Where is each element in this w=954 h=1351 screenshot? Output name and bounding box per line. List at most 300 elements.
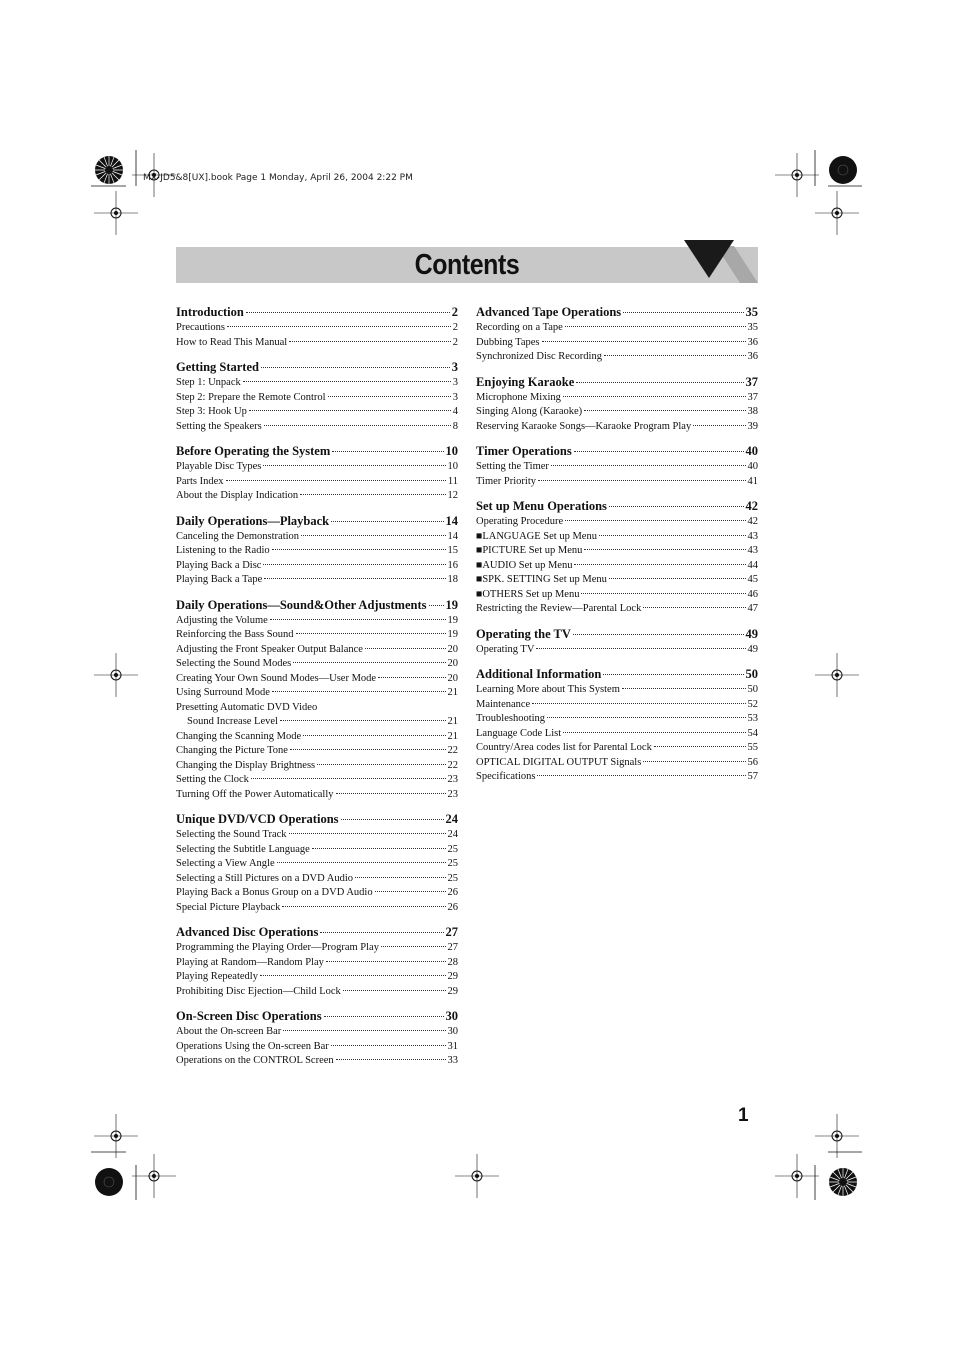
toc-entry-label: Changing the Picture Tone [176,745,288,756]
toc-entry-label: Operations on the CONTROL Screen [176,1055,334,1066]
leader-dots [355,877,445,878]
toc-entry-label: Language Code List [476,727,562,739]
toc-entry[interactable] [476,559,758,574]
toc-section-title: Timer Operations [476,444,572,458]
toc-entry-page: 14 [447,530,458,542]
leader-dots [326,961,446,962]
leader-dots [303,735,445,736]
toc-section-title: Unique DVD/VCD Operations [176,812,339,826]
toc-entry-page: 35 [747,322,758,333]
toc-entry-page: 57 [747,771,758,782]
contents-title-bar [176,247,758,283]
toc-entry-label: Setting the Speakers [176,420,262,432]
toc-entry-label: Using Surround Mode [176,687,270,698]
toc-entry-label: Playable Disc Types [176,461,262,472]
toc-entry-label: Maintenance [476,698,531,710]
leader-dots [622,688,746,689]
toc-entry-label: Precautions [176,322,225,333]
leader-dots [565,520,745,521]
toc-entry-page: 43 [747,530,758,542]
toc-entry-page: 4 [452,406,458,417]
toc-entry[interactable] [176,475,458,490]
toc-entry-page: 15 [447,545,458,556]
toc-entry[interactable] [176,701,458,716]
toc-entry[interactable] [176,1025,458,1040]
toc-entry-page: 55 [747,742,758,753]
toc-entry-page: 24 [447,829,458,840]
toc-entry[interactable] [476,530,758,545]
toc-section [176,512,458,588]
toc-section-title: Daily Operations—Playback [176,513,330,528]
toc-entry-label: Learning More about This System [476,684,620,695]
leader-dots [375,891,446,892]
toc-entry-label: Troubleshooting [476,713,546,724]
toc-entry[interactable] [176,744,458,759]
leader-dots [226,480,446,481]
toc-entry-label: Prohibiting Disc Ejection—Child Lock [176,985,341,997]
toc-entry-page: 46 [747,588,758,600]
toc-entry[interactable] [476,643,758,658]
leader-dots [289,833,446,834]
toc-entry-page: 12 [447,490,458,501]
leader-dots [623,312,743,313]
toc-entry[interactable] [176,970,458,985]
toc-entry[interactable] [176,573,458,588]
toc-entry[interactable] [176,941,458,956]
toc-entry[interactable] [176,1054,458,1069]
toc-section-heading[interactable] [176,596,458,614]
toc-section-heading[interactable] [476,665,758,683]
toc-entry-page: 26 [447,887,458,898]
leader-dots [563,732,745,733]
toc-entry-label: Operations Using the On-screen Bar [176,1040,329,1052]
toc-section-page: 19 [445,597,458,612]
toc-entry-page: 50 [747,684,758,695]
leader-dots [317,764,445,765]
toc-entry-label: Playing Repeatedly [176,971,258,982]
leader-dots [312,848,446,849]
toc-entry-page: 3 [452,391,458,403]
toc-entry-label: Selecting the Sound Track [176,829,287,840]
leader-dots [693,425,745,426]
toc-entry[interactable] [176,614,458,629]
toc-entry[interactable] [176,901,458,916]
toc-section-page: 50 [745,667,758,681]
toc-section [176,810,458,915]
leader-dots [576,382,743,383]
toc-entry-label: Parts Index [176,475,224,487]
toc-section [176,596,458,803]
toc-section [176,303,458,350]
toc-section-page: 37 [745,374,758,389]
leader-dots [227,326,451,327]
leader-dots [328,396,451,397]
leader-dots [272,549,446,550]
leader-dots [565,326,746,327]
toc-entry-page: 37 [747,391,758,403]
toc-right-column [476,303,758,793]
toc-section-page: 27 [445,925,458,939]
toc-entry[interactable] [476,727,758,742]
toc-entry[interactable] [476,741,758,756]
toc-entry-label: OPTICAL DIGITAL OUTPUT Signals [476,756,642,768]
toc-section-heading[interactable] [476,373,758,391]
toc-section-heading[interactable] [176,1007,458,1025]
toc-entry[interactable] [176,956,458,971]
leader-dots [343,990,446,991]
leader-dots [574,451,744,452]
leader-dots [270,619,446,620]
leader-dots [283,1030,445,1031]
toc-entry-label: Adjusting the Front Speaker Output Balance [176,643,363,655]
toc-entry-page: 41 [747,475,758,487]
toc-entry[interactable] [176,544,458,559]
toc-entry-label: Dubbing Tapes [476,336,540,348]
toc-section-page: 40 [745,444,758,458]
leader-dots [643,607,745,608]
toc-entry-page: 20 [447,643,458,655]
toc-left-column [176,303,458,1077]
toc-entry[interactable] [476,683,758,698]
leader-dots [609,506,744,507]
toc-entry[interactable] [176,391,458,406]
toc-entry-page: 2 [452,336,458,348]
leader-dots [331,521,443,522]
toc-entry-label: ■OTHERS Set up Menu [476,588,580,600]
toc-entry[interactable] [176,559,458,574]
toc-section-heading[interactable] [176,303,458,321]
toc-entry[interactable] [176,857,458,872]
toc-entry[interactable] [476,698,758,713]
toc-entry-page: 29 [447,971,458,982]
toc-entry-label: Timer Priority [476,475,536,487]
leader-dots [260,975,446,976]
leader-dots [584,410,745,411]
leader-dots [290,749,446,750]
toc-entry[interactable] [476,475,758,490]
toc-entry-page: 18 [447,574,458,585]
leader-dots [643,761,745,762]
toc-section-title: Introduction [176,305,244,319]
toc-entry[interactable] [176,985,458,1000]
toc-section-heading[interactable] [476,442,758,460]
leader-dots [249,410,451,411]
toc-section-heading[interactable] [476,625,758,643]
toc-entry[interactable] [476,515,758,530]
toc-entry-label: Setting the Timer [476,461,549,472]
page-title: Contents [414,249,520,281]
toc-entry-page: 39 [747,420,758,432]
toc-entry-page: 20 [447,658,458,669]
toc-entry-label: Playing Back a Disc [176,559,262,571]
toc-entry[interactable] [176,773,458,788]
toc-entry[interactable] [176,686,458,701]
toc-entry-page: 22 [447,759,458,771]
toc-entry[interactable] [476,544,758,559]
leader-dots [603,674,743,675]
toc-entry-label: Selecting a Still Pictures on a DVD Audio [176,872,354,884]
leader-dots [293,662,445,663]
leader-dots [332,451,443,452]
toc-entry-label: Changing the Display Brightness [176,759,316,771]
toc-entry[interactable] [176,759,458,774]
toc-entry[interactable] [176,376,458,391]
toc-entry-page: 53 [747,713,758,724]
toc-section-page: 35 [745,305,758,319]
toc-entry-label: Step 3: Hook Up [176,406,247,417]
toc-entry-label: Reserving Karaoke Songs—Karaoke Program Play [476,420,692,432]
toc-entry-page: 22 [447,745,458,756]
toc-entry[interactable] [176,460,458,475]
toc-entry-label: ■AUDIO Set up Menu [476,559,573,571]
toc-entry-label: Programming the Playing Order—Program Play [176,942,379,953]
toc-entry-page: 47 [747,603,758,614]
toc-entry-page: 23 [447,774,458,785]
toc-section-title: On-Screen Disc Operations [176,1009,322,1023]
leader-dots [264,578,445,579]
toc-entry-page: 19 [447,614,458,626]
toc-entry-label: Singing Along (Karaoke) [476,406,583,417]
leader-dots [336,793,446,794]
toc-section-heading[interactable] [176,358,458,376]
toc-section-heading[interactable] [476,497,758,515]
leader-dots [378,677,445,678]
leader-dots [289,341,451,342]
toc-section-title: Daily Operations—Sound&Other Adjustments [176,597,427,612]
toc-entry-label: About the On-screen Bar [176,1026,282,1037]
toc-section [476,665,758,785]
toc-entry-page: 26 [447,901,458,913]
toc-section-page: 2 [451,305,458,319]
toc-section [476,373,758,435]
toc-entry-page: 36 [747,336,758,348]
leader-dots [280,720,446,721]
toc-entry-label: Adjusting the Volume [176,614,268,626]
toc-entry-page: 45 [747,574,758,585]
toc-entry-page: 30 [447,1026,458,1037]
leader-dots [301,535,445,536]
toc-entry-page: 28 [447,956,458,968]
toc-section-page: 30 [445,1009,458,1023]
page-number: 1 [738,1105,749,1126]
toc-entry[interactable] [476,712,758,727]
toc-section-page: 42 [745,499,758,513]
leader-dots [264,425,451,426]
toc-entry[interactable] [176,643,458,658]
toc-entry-label: ■SPK. SETTING Set up Menu [476,574,607,585]
toc-entry[interactable] [476,602,758,617]
toc-entry-label: Selecting the Sound Modes [176,658,292,669]
toc-entry-label: Operating TV [476,643,535,655]
leader-dots [331,1045,446,1046]
toc-entry-page: 3 [452,377,458,388]
toc-entry[interactable] [176,628,458,643]
toc-entry-label: Synchronized Disc Recording [476,351,602,362]
toc-entry-label: Sound Increase Level [187,716,278,727]
toc-entry-label: ■PICTURE Set up Menu [476,545,583,556]
toc-section-heading[interactable] [476,303,758,321]
toc-section [476,303,758,365]
toc-entry[interactable] [176,828,458,843]
toc-entry-page: 54 [747,727,758,739]
toc-entry[interactable] [176,715,458,730]
leader-dots [251,778,446,779]
toc-section-title: Getting Started [176,360,259,374]
toc-entry-page: 36 [747,351,758,362]
toc-entry-label: Reinforcing the Bass Sound [176,629,294,640]
toc-section-title: Advanced Disc Operations [176,925,319,939]
toc-entry-label: ■LANGUAGE Set up Menu [476,530,597,542]
toc-section-heading[interactable] [176,512,458,530]
leader-dots [574,564,745,565]
toc-section [176,442,458,504]
toc-section-page: 10 [445,444,458,458]
toc-entry-label: Turning Off the Power Automatically [176,788,334,800]
toc-entry-label: Canceling the Demonstration [176,530,300,542]
toc-entry-page: 43 [747,545,758,556]
toc-entry-label: Creating Your Own Sound Modes—User Mode [176,672,377,684]
toc-section-title: Operating the TV [476,626,571,641]
toc-entry[interactable] [176,321,458,336]
leader-dots [604,355,746,356]
toc-entry[interactable] [176,1040,458,1055]
leader-dots [277,862,446,863]
toc-entry-page: 44 [747,559,758,571]
toc-entry-label: Specifications [476,771,536,782]
toc-entry[interactable] [476,321,758,336]
leader-dots [320,932,443,933]
toc-entry[interactable] [476,460,758,475]
leader-dots [547,717,745,718]
toc-entry-label: How to Read This Manual [176,336,288,348]
toc-entry-label: Playing Back a Tape [176,574,263,585]
leader-dots [609,578,746,579]
toc-entry-page: 31 [447,1040,458,1052]
toc-entry-page: 25 [447,872,458,884]
toc-entry[interactable] [176,530,458,545]
toc-entry-label: Playing at Random—Random Play [176,956,324,968]
toc-entry-label: Presetting Automatic DVD Video [176,701,318,713]
toc-section-heading[interactable] [176,442,458,460]
toc-entry-label: Special Picture Playback [176,901,281,913]
toc-entry-page: 21 [447,687,458,698]
toc-entry-label: Restricting the Review—Parental Lock [476,603,642,614]
toc-entry-page: 23 [447,788,458,800]
leader-dots [243,381,451,382]
toc-entry[interactable] [476,405,758,420]
toc-entry[interactable] [476,350,758,365]
toc-section [176,1007,458,1069]
toc-entry-page: 33 [447,1055,458,1066]
toc-entry-label: About the Display Indication [176,490,299,501]
toc-entry[interactable] [176,420,458,435]
toc-entry-label: Playing Back a Bonus Group on a DVD Audio [176,887,373,898]
leader-dots [282,906,445,907]
toc-entry-page: 56 [747,756,758,768]
leader-dots [263,465,445,466]
toc-section-page: 3 [451,360,458,374]
toc-entry[interactable] [176,405,458,420]
toc-entry[interactable] [476,336,758,351]
toc-entry-page: 8 [452,420,458,432]
toc-entry[interactable] [476,573,758,588]
toc-entry-page: 2 [452,322,458,333]
leader-dots [537,775,745,776]
toc-section-title: Advanced Tape Operations [476,305,622,319]
toc-entry-page: 21 [447,730,458,742]
toc-entry[interactable] [476,770,758,785]
toc-section-title: Enjoying Karaoke [476,374,575,389]
toc-section-page: 24 [445,812,458,826]
toc-section [176,923,458,999]
leader-dots [365,648,446,649]
toc-entry[interactable] [476,391,758,406]
toc-section [176,358,458,434]
leader-dots [272,691,446,692]
toc-entry-label: Listening to the Radio [176,545,270,556]
leader-dots [324,1016,444,1017]
toc-section-heading[interactable] [176,923,458,941]
toc-entry[interactable] [476,756,758,771]
toc-entry[interactable] [476,420,758,435]
toc-entry-page: 21 [447,716,458,727]
toc-entry[interactable] [176,872,458,887]
toc-entry-label: Recording on a Tape [476,322,563,333]
leader-dots [542,341,746,342]
toc-entry-label: Step 2: Prepare the Remote Control [176,391,326,403]
toc-entry[interactable] [176,336,458,351]
toc-entry-page: 40 [747,461,758,472]
toc-entry-page: 38 [747,406,758,417]
leader-dots [654,746,746,747]
toc-entry[interactable] [476,588,758,603]
toc-entry[interactable] [176,489,458,504]
toc-entry[interactable] [176,843,458,858]
toc-entry[interactable] [176,657,458,672]
leader-dots [573,634,744,635]
toc-entry-page: 10 [447,461,458,472]
leader-dots [551,465,746,466]
leader-dots [246,312,450,313]
toc-section-title: Before Operating the System [176,444,331,458]
leader-dots [532,703,745,704]
toc-entry-page: 27 [447,942,458,953]
toc-entry[interactable] [176,672,458,687]
toc-entry-page: 11 [447,475,458,487]
toc-entry-page: 25 [447,843,458,855]
leader-dots [536,648,745,649]
toc-entry-page: 42 [747,516,758,527]
leader-dots [296,633,446,634]
toc-entry-label: Operating Procedure [476,516,564,527]
toc-entry[interactable] [176,788,458,803]
toc-entry-page: 20 [447,672,458,684]
toc-entry-page: 16 [447,559,458,571]
toc-entry-page: 49 [747,643,758,655]
toc-section-title: Set up Menu Operations [476,499,607,513]
toc-entry[interactable] [176,730,458,745]
toc-section [476,497,758,617]
toc-entry-page: 52 [747,698,758,710]
leader-dots [261,367,450,368]
leader-dots [599,535,746,536]
toc-entry[interactable] [176,886,458,901]
toc-entry-label: Country/Area codes list for Parental Lock [476,742,652,753]
toc-section-heading[interactable] [176,810,458,828]
toc-section-page: 49 [745,626,758,641]
toc-entry-label: Changing the Scanning Mode [176,730,302,742]
leader-dots [341,819,444,820]
